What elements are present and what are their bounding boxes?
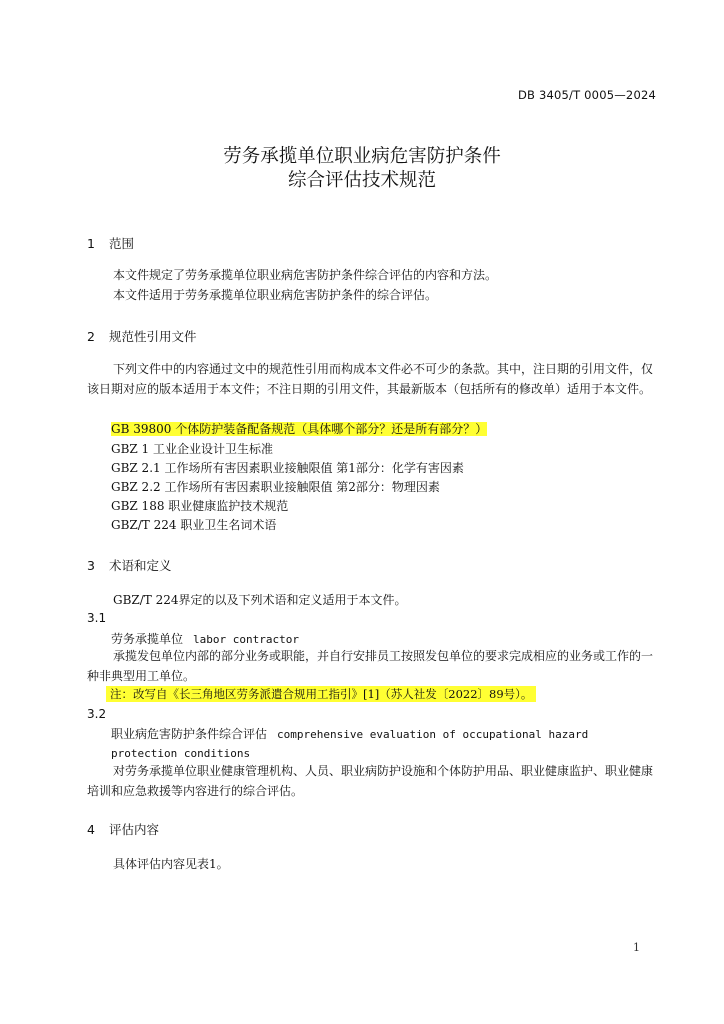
- section-3-number: 3: [87, 558, 95, 573]
- section-2-number: 2: [87, 329, 95, 344]
- section-1-heading: [87, 234, 134, 252]
- term-3-1-note-highlight: 注：改写自《长三角地区劳务派遣合规用工指引》[1]（苏人社发〔2022〕89号）。: [106, 686, 536, 702]
- section-2-intro: 下列文件中的内容通过文中的规范性引用而构成本文件必不可少的条款。其中，注日期的引用文件，仅该日期对应的版本适用于本文件；不注日期的引用文件，其最新版本（包括所有的修改单）适用于本文件。: [87, 362, 654, 396]
- reference-item: GBZ 2.2 工作场所有害因素职业接触限值 第2部分：物理因素: [111, 480, 440, 494]
- term-3-1-number: 3.1: [87, 611, 107, 625]
- section-4-title: 评估内容: [108, 822, 159, 837]
- section-3-intro: GBZ/T 224界定的以及下列术语和定义适用于本文件。: [113, 593, 407, 607]
- section-4-para1: 具体评估内容见表1。: [113, 857, 229, 871]
- section-4-number: 4: [87, 822, 95, 837]
- document-title-line2: 综合评估技术规范: [287, 170, 436, 191]
- section-1-para2: 本文件适用于劳务承揽单位职业病危害防护条件的综合评估。: [113, 288, 438, 302]
- section-2-heading: [87, 327, 197, 345]
- page-number: 1: [633, 941, 640, 954]
- reference-gb39800-highlight: GB 39800 个体防护装备配备规范（具体哪个部分？还是所有部分？）: [111, 422, 488, 436]
- term-3-2-number: 3.2: [87, 707, 107, 721]
- reference-item: GBZ/T 224 职业卫生名词术语: [111, 518, 277, 532]
- term-3-1-cn: 劳务承揽单位: [111, 632, 184, 646]
- term-3-2-cn: 职业病危害防护条件综合评估: [111, 727, 268, 741]
- section-1-para1: 本文件规定了劳务承揽单位职业病危害防护条件综合评估的内容和方法。: [113, 268, 498, 282]
- section-4-heading: [87, 820, 159, 838]
- section-1-title: 范围: [108, 236, 134, 251]
- section-3-heading: [87, 556, 172, 574]
- reference-item: GBZ 1 工业企业设计卫生标准: [111, 442, 274, 456]
- reference-item: [111, 420, 487, 437]
- document-code: DB 3405/T 0005—2024: [517, 88, 656, 102]
- reference-item: GBZ 188 职业健康监护技术规范: [111, 499, 289, 513]
- section-1-number: 1: [87, 236, 95, 251]
- term-3-2-heading: [111, 725, 661, 763]
- section-2-title: 规范性引用文件: [108, 329, 197, 344]
- term-3-1-definition: 承揽发包单位内部的部分业务或职能，并自行安排员工按照发包单位的要求完成相应的业务或工作的一种非典型用工单位。: [87, 649, 654, 683]
- term-3-1-en: labor contractor: [193, 633, 299, 646]
- document-title-line1: 劳务承揽单位职业病危害防护条件: [223, 146, 501, 167]
- section-3-title: 术语和定义: [108, 558, 172, 573]
- term-3-2-definition: 对劳务承揽单位职业健康管理机构、人员、职业病防护设施和个体防护用品、职业健康监护、职业健康培训和应急救援等内容进行的综合评估。: [87, 764, 654, 798]
- term-3-2-en: comprehensive evaluation of occupational hazard protection conditions: [111, 728, 589, 760]
- reference-item: GBZ 2.1 工作场所有害因素职业接触限值 第1部分：化学有害因素: [111, 461, 464, 475]
